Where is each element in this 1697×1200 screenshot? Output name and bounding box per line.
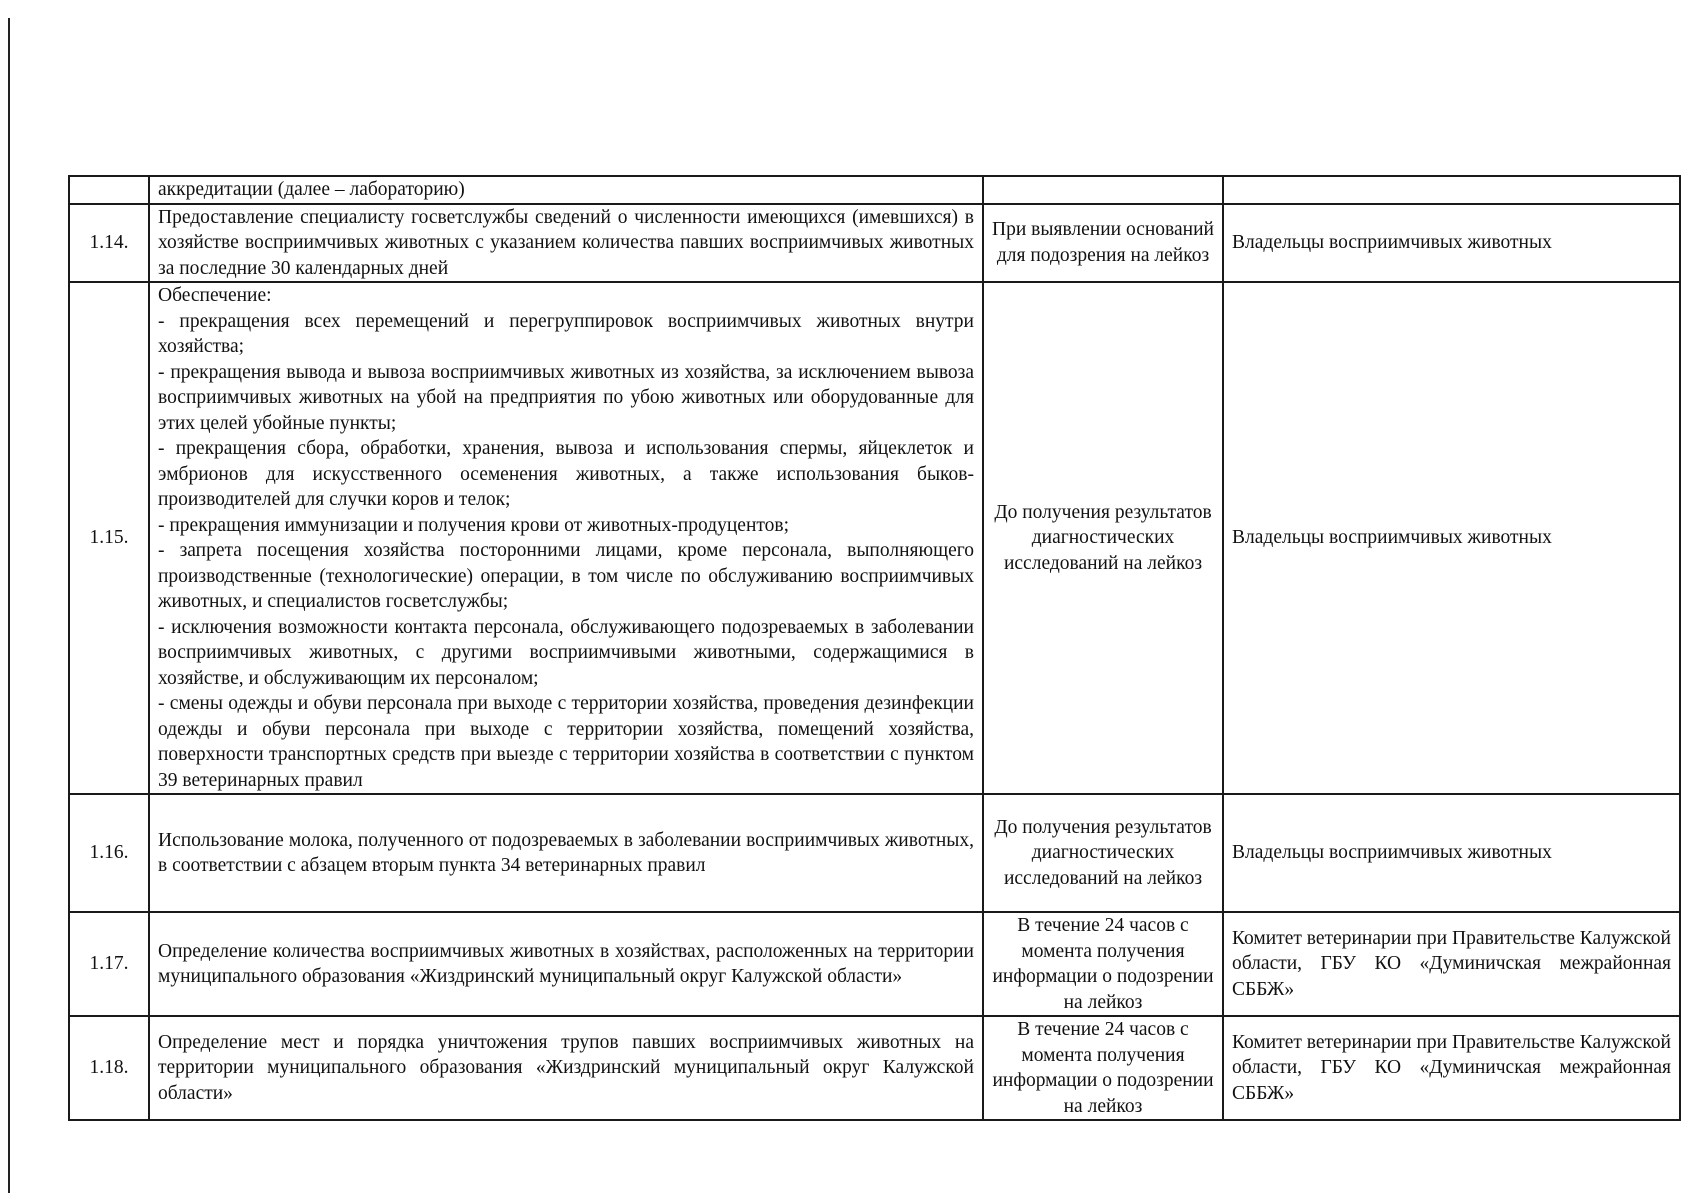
table-row-1-14 <box>69 204 1680 283</box>
term-text: При выявлении оснований для подозрения на лейкоз <box>983 204 1223 283</box>
measure-item: - запрета посещения хозяйства посторонними лицами, кроме персонала, выполняющего производственные (технологические) операции, в том числе по обслуживанию восприимчивых животных, и специалистов госветслужбы; <box>158 540 974 612</box>
measure-item: - прекращения сбора, обработки, хранения, вывоза и использования спермы, яйцеклеток и эмбрионов для искусственного осеменения животных, а также использования быков-производителей для случки коров и телок; <box>158 438 974 510</box>
row-number: 1.18. <box>69 1016 149 1120</box>
measure-intro: Обеспечение: <box>158 285 272 306</box>
term-text: В течение 24 часов с момента получения информации о подозрении на лейкоз <box>983 1016 1223 1120</box>
table-row-continuation <box>69 176 1680 204</box>
measure-item: - исключения возможности контакта персонала, обслуживающего подозреваемых в заболевании восприимчивых животных, с другими восприимчивыми животными, содержащимися в хозяйстве, и обслуживающим их персоналом; <box>158 616 974 689</box>
row-number: 1.17. <box>69 912 149 1016</box>
row-number: 1.14. <box>69 204 149 283</box>
responsible-text <box>1223 176 1680 204</box>
responsible-text: Владельцы восприимчивых животных <box>1223 282 1680 794</box>
measure-text: Использование молока, полученного от подозреваемых в заболевании восприимчивых животных, в соответствии с абзацем вторым пункта 34 ветеринарных правил <box>149 794 983 912</box>
table-row-1-15 <box>69 282 1680 794</box>
responsible-text: Комитет ветеринарии при Правительстве Калужской области, ГБУ КО «Думиничская межрайонная СББЖ» <box>1223 912 1680 1016</box>
scan-margin-line <box>8 18 10 1193</box>
measure-list <box>149 282 983 794</box>
responsible-text: Комитет ветеринарии при Правительстве Калужской области, ГБУ КО «Думиничская межрайонная СББЖ» <box>1223 1016 1680 1120</box>
measure-item: - прекращения вывода и вывоза восприимчивых животных из хозяйства, за исключением вывоза восприимчивых животных на убой на предприятия по убою животных или оборудованные для этих целей убойные пункты; <box>158 361 974 434</box>
row-number: 1.16. <box>69 794 149 912</box>
term-text: До получения результатов диагностических исследований на лейкоз <box>983 282 1223 794</box>
measure-item: - прекращения иммунизации и получения крови от животных-продуцентов; <box>158 514 790 536</box>
term-text <box>983 176 1223 204</box>
row-number <box>69 176 149 204</box>
measures-table <box>68 175 1681 1121</box>
table-row-1-16 <box>69 794 1680 912</box>
row-number: 1.15. <box>69 282 149 794</box>
table-row-1-17 <box>69 912 1680 1016</box>
measure-text: Предоставление специалисту госветслужбы сведений о численности имеющихся (имевшихся) в хозяйстве восприимчивых животных с указанием количества павших восприимчивых животных за последние 30 календарных дней <box>149 204 983 283</box>
measure-item: - смены одежды и обуви персонала при выходе с территории хозяйства, проведения дезинфекции одежды и обуви персонала при выходе с территории хозяйства, помещений хозяйства, поверхности транспортных средств при выезде с территории хозяйства в соответствии с пунктом 39 ветеринарных правил <box>158 693 974 791</box>
table-row-1-18 <box>69 1016 1680 1120</box>
responsible-text: Владельцы восприимчивых животных <box>1223 204 1680 283</box>
measure-item: - прекращения всех перемещений и перегруппировок восприимчивых животных внутри хозяйства; <box>158 310 974 357</box>
term-text: В течение 24 часов с момента получения информации о подозрении на лейкоз <box>983 912 1223 1016</box>
responsible-text: Владельцы восприимчивых животных <box>1223 794 1680 912</box>
measure-text: аккредитации (далее – лабораторию) <box>149 176 983 204</box>
term-text: До получения результатов диагностических исследований на лейкоз <box>983 794 1223 912</box>
measure-text: Определение мест и порядка уничтожения трупов павших восприимчивых животных на территории муниципального образования «Жиздринский муниципальный округ Калужской области» <box>149 1016 983 1120</box>
measure-text: Определение количества восприимчивых животных в хозяйствах, расположенных на территории муниципального образования «Жиздринский муниципальный округ Калужской области» <box>149 912 983 1016</box>
